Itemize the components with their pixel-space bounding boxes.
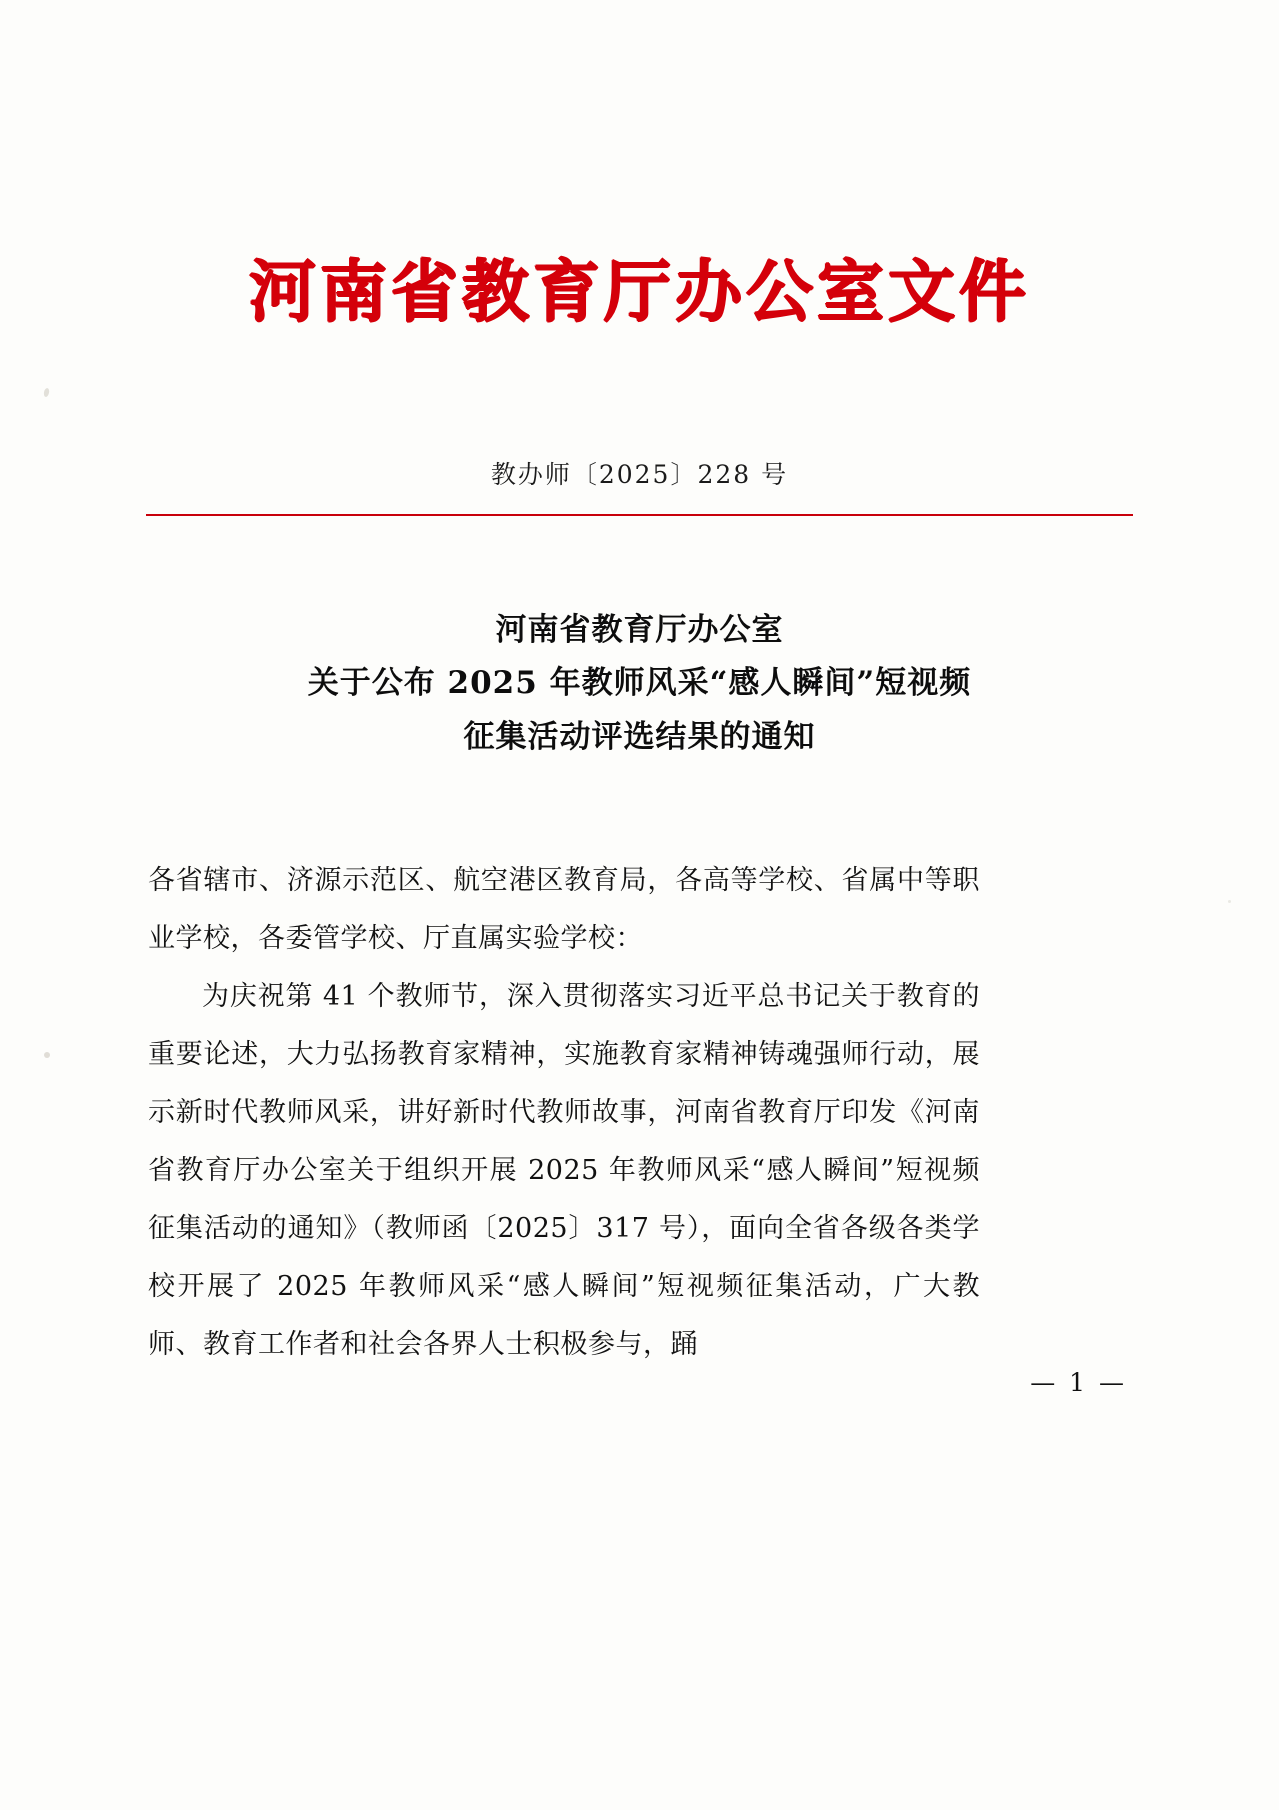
subject-line-1: 河南省教育厅办公室	[495, 612, 784, 648]
paper-speck	[44, 1052, 50, 1058]
red-divider-rule	[146, 514, 1133, 516]
page-number: — 1 —	[1030, 1368, 1127, 1397]
document-header-title: 河南省教育厅办公室文件	[249, 252, 1030, 331]
paper-speck	[43, 388, 50, 398]
recipients-paragraph: 各省辖市、济源示范区、航空港区教育局，各高等学校、省属中等职业学校，各委管学校、厅直属实验学校：	[148, 865, 980, 954]
body-paragraph-1: 为庆祝第 41 个教师节，深入贯彻落实习近平总书记关于教育的重要论述，大力弘扬教育家精神，实施教育家精神铸魂强师行动，展示新时代教师风采，讲好新时代教师故事，河南省教育厅印发《河南省教育厅办公室关于组织开展 2025 年教师风采“感人瞬间”短视频征集活动的通知》（教师函〔2025〕317 号），面向全省各级各类学校开展了 2025 年教师风采“感人瞬间”短视频征集活动，广大教师、教育工作者和社会各界人士积极参与，踊	[148, 981, 980, 1360]
subject-line-3: 征集活动评选结果的通知	[463, 718, 816, 755]
document-body	[148, 852, 980, 1374]
document-subject	[150, 604, 1129, 764]
document-serial-number: 教办师〔2025〕228 号	[490, 460, 789, 489]
paper-speck	[1228, 900, 1231, 903]
subject-line-2: 关于公布 2025 年教师风采“感人瞬间”短视频	[307, 665, 972, 702]
